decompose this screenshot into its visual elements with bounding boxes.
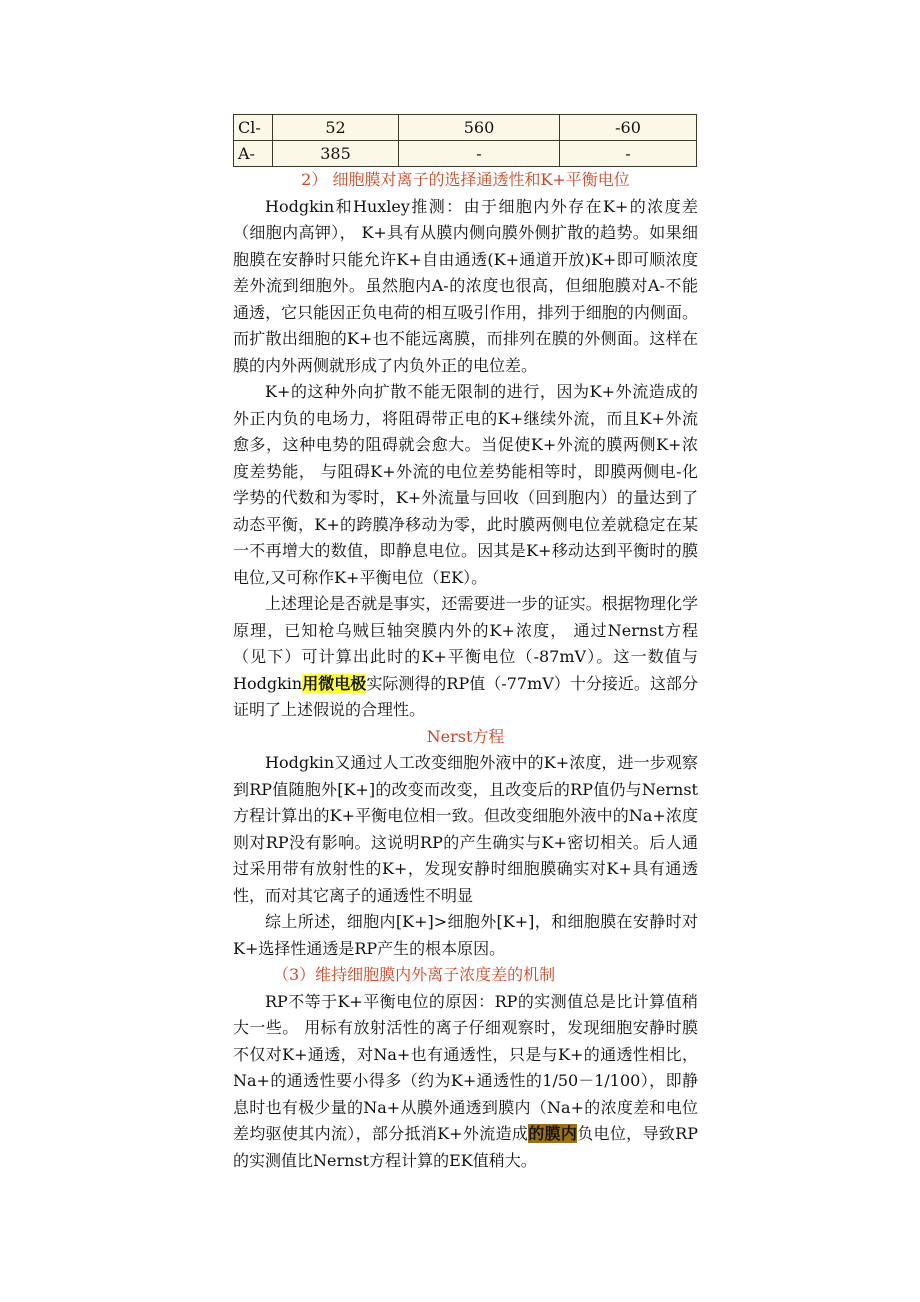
paragraph [233,989,698,1175]
paragraph-text: 上述理论是否就是事实，还需要进一步的证实。根据物理化学原理，已知枪乌贼巨轴突膜内外的K+浓度， 通过Nernst方程（见下）可计算出此时的K+平衡电位（-87mV）。这一数值与Hodgkin [233,594,698,693]
paragraph [233,591,698,724]
paragraph: Hodgkin和Huxley推测：由于细胞内外存在K+的浓度差（细胞内高钾）， K+具有从膜内侧向膜外侧扩散的趋势。如果细胞膜在安静时只能允许K+自由通透(K+通道开放)K+即可顺浓度差外流到细胞外。虽然胞内A-的浓度也很高，但细胞膜对A-不能通透，它只能因正负电荷的相互吸引作用，排列于细胞的内侧面。而扩散出细胞的K+也不能远离膜，而排列在膜的外侧面。这样在膜的内外两侧就形成了内负外正的电位差。 [233,196,698,375]
paragraph-text: 实际测得的RP值（-77mV）十分接近。这部分证明了上述假说的合理性。 [233,673,698,719]
section-3-heading: （3）维持细胞膜内外离子浓度差的机制 [273,965,556,984]
table-row [234,115,697,141]
highlighted-text: 用微电极 [302,673,367,693]
paragraph: K+的这种外向扩散不能无限制的进行，因为K+外流造成的外正内负的电场力，将阻碍带正电的K+继续外流，而且K+外流愈多，这种电势的阻碍就会愈大。当促使K+外流的膜两侧K+浓度差势能， 与阻碍K+外流的电位差势能相等时，即膜两侧电-化学势的代数和为零时，K+外流量与回收（回到胞内）的量达到了动态平衡，K+的跨膜净移动为零，此时膜两侧电位差就稳定在某一不再增大的数值，即静息电位。因其是K+移动达到平衡时的膜电位,又可称作K+平衡电位（EK）。 [233,382,698,587]
paragraph: Hodgkin又通过人工改变细胞外液中的K+浓度，进一步观察到RP值随胞外[K+]的改变而改变，且改变后的RP值仍与Nernst方程计算出的K+平衡电位相一致。但改变细胞外液中的Na+浓度则对RP没有影响。这说明RP的产生确实与K+密切相关。后人通过采用带有放射性的K+，发现安静时细胞膜确实对K+具有通透性，而对其它离子的通透性不明显 [233,753,698,905]
ion-cell: Cl- [234,115,273,141]
value-cell: - [560,141,697,167]
ion-concentration-table [233,114,697,167]
value-cell: 385 [273,141,399,167]
value-cell: - [399,141,560,167]
ion-cell: A- [234,141,273,167]
paragraph: 综上所述，细胞内[K+]>细胞外[K+]，和细胞膜在安静时对K+选择性通透是RP产生的根本原因。 [233,912,698,958]
highlighted-text: 的膜内 [528,1124,578,1143]
section-2-heading: 2） 细胞膜对离子的选择通透性和K+平衡电位 [301,170,630,189]
table-row [234,141,697,167]
value-cell: -60 [560,115,697,141]
paragraph-text: RP不等于K+平衡电位的原因：RP的实测值总是比计算值稍大一些。 用标有放射活性的离子仔细观察时，发现细胞安静时膜不仅对K+通透，对Na+也有通透性，只是与K+的通透性相比，Na+的通透性要小得多（约为K+通透性的1/50－1/100），即静息时也有极少量的Na+从膜外通透到膜内（Na+的浓度差和电位差均驱使其内流），部分抵消K+外流造成 [233,991,698,1143]
value-cell: 52 [273,115,399,141]
value-cell: 560 [399,115,560,141]
document-content [233,114,698,1174]
paragraph-text: 负电位，导致RP的实测值比Nernst方程计算的EK值稍大。 [233,1124,698,1170]
nernst-heading: Nerst方程 [426,726,505,746]
